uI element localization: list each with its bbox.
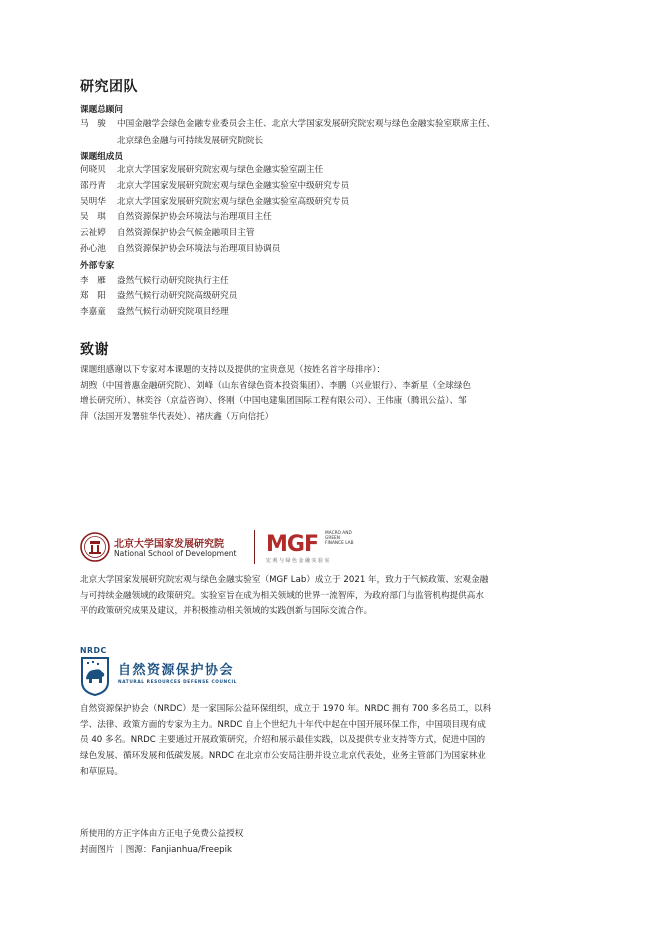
expert-role: 盎然气候行动研究院项目经理 [117,307,229,317]
member-row [80,211,272,223]
cover-credit-note: 封面图片 ｜图源：Fanjianhua/Freepik [80,845,232,855]
mgf-desc-line: 与可持续金融领域的政策研究。实验室旨在成为相关领域的世界一流智库，为政府部门与监管机构提供高水 [80,591,484,601]
expert-name: 李嘉童 [80,307,106,317]
member-name: 吴明华 [80,197,106,207]
pku-seal-icon [80,532,110,562]
expert-row [80,275,229,287]
members-heading: 课题组成员 [80,152,123,162]
nrdc-logo [80,646,280,696]
member-role: 北京大学国家发展研究院宏观与绿色金融实验室中级研究专员 [117,181,350,191]
member-row [80,180,349,192]
expert-row [80,290,237,302]
member-name: 邵丹青 [80,181,106,191]
advisor-role: 中国金融学会绿色金融专业委员会主任、北京大学国家发展研究院宏观与绿色金融实验室联席主任、 [117,119,496,129]
nrdc-name-cn: 自然资源保护协会 [118,663,235,678]
pku-name-en: National School of Development [114,549,237,558]
acknowledgement-line: 增长研究所）、林奕谷（京益咨询）、佟刚（中国电建集团国际工程有限公司）、王伟康（腾讯公益）、邹 [80,396,467,406]
mgf-name-en: MACRO AND GREEN FINANCE LAB [325,531,354,547]
acknowledgement-intro: 课题组感谢以下专家对本课题的支持以及提供的宝贵意见（按姓名首字母排序）： [80,365,386,375]
member-name: 孙心池 [80,244,106,254]
member-role: 自然资源保护协会环境法与治理项目主任 [117,212,272,222]
mgf-mark-text: MGF [266,532,318,557]
member-name: 何晓贝 [80,165,106,175]
partner-logos [80,530,400,564]
expert-role: 盎然气候行动研究院执行主任 [117,276,229,286]
nrdc-desc-line: 和草原局。 [80,767,123,777]
member-role: 北京大学国家发展研究院宏观与绿色金融实验室高级研究专员 [117,197,350,207]
external-heading: 外部专家 [80,261,115,271]
expert-role: 盎然气候行动研究院高级研究员 [117,291,238,301]
nrdc-desc-line: 自然资源保护协会（NRDC）是一家国际公益环保组织，成立于 1970 年。NRDC 拥有 700 多名员工，以科 [80,704,492,714]
member-name: 吴 琪 [80,212,106,222]
nrdc-desc-line: 绿色发展、循环发展和低碳发展。NRDC 在北京市公安局注册并设立北京代表处，业务主管部门为国家林业 [80,751,486,761]
member-row [80,164,323,176]
logo-divider [254,530,255,564]
advisor-row [80,118,495,130]
advisor-role-continued: 北京绿色金融与可持续发展研究院院长 [117,136,264,146]
expert-name: 郑 阳 [80,291,106,301]
acknowledgement-line: 萍（法国开发署驻华代表处）、褚庆鑫（万向信托） [80,412,274,422]
member-role: 自然资源保护协会气候金融项目主管 [117,228,255,238]
nrdc-abbr: NRDC [80,646,107,655]
pku-name-cn: 北京大学国家发展研究院 [114,539,224,550]
acknowledgement-title: 致谢 [80,342,109,358]
research-team-title: 研究团队 [80,79,138,95]
expert-name: 李 雁 [80,276,106,286]
nrdc-desc-line: 学、法律、政策方面的专家为主力。NRDC 自上个世纪九十年代中起在中国开展环保工作，中国项目现有成 [80,720,486,730]
nrdc-name-en: NATURAL RESOURCES DEFENSE COUNCIL [118,680,238,685]
nrdc-desc-line: 员 40 多名。NRDC 主要通过开展政策研究，介绍和展示最佳实践，以及提供专业支持等方式，促进中国的 [80,735,486,745]
expert-row [80,306,229,318]
member-row [80,196,349,208]
advisor-heading: 课题总顾问 [80,105,123,115]
advisor-name: 马 骏 [80,119,106,129]
mgf-desc-line: 平的政策研究成果及建议，并积极推动相关领域的实践创新与国际交流合作。 [80,606,373,616]
mgf-name-cn: 宏观与绿色金融实验室 [266,558,332,564]
font-license-note: 所使用的方正字体由方正电子免费公益授权 [80,829,244,839]
member-role: 北京大学国家发展研究院宏观与绿色金融实验室副主任 [117,165,324,175]
member-row [80,227,255,239]
member-row [80,243,280,255]
member-name: 云祉婷 [80,228,106,238]
mgf-desc-line: 北京大学国家发展研究院宏观与绿色金融实验室（MGF Lab）成立于 2021 年，致力于气候政策、宏观金融 [80,575,489,585]
bear-shield-icon [80,656,110,696]
mgf-logo [266,532,318,557]
acknowledgement-line: 胡煦（中国普惠金融研究院）、刘峰（山东省绿色资本投资集团）、李鹏（兴业银行）、李新星（全球绿色 [80,381,472,391]
member-role: 自然资源保护协会环境法与治理项目协调员 [117,244,281,254]
